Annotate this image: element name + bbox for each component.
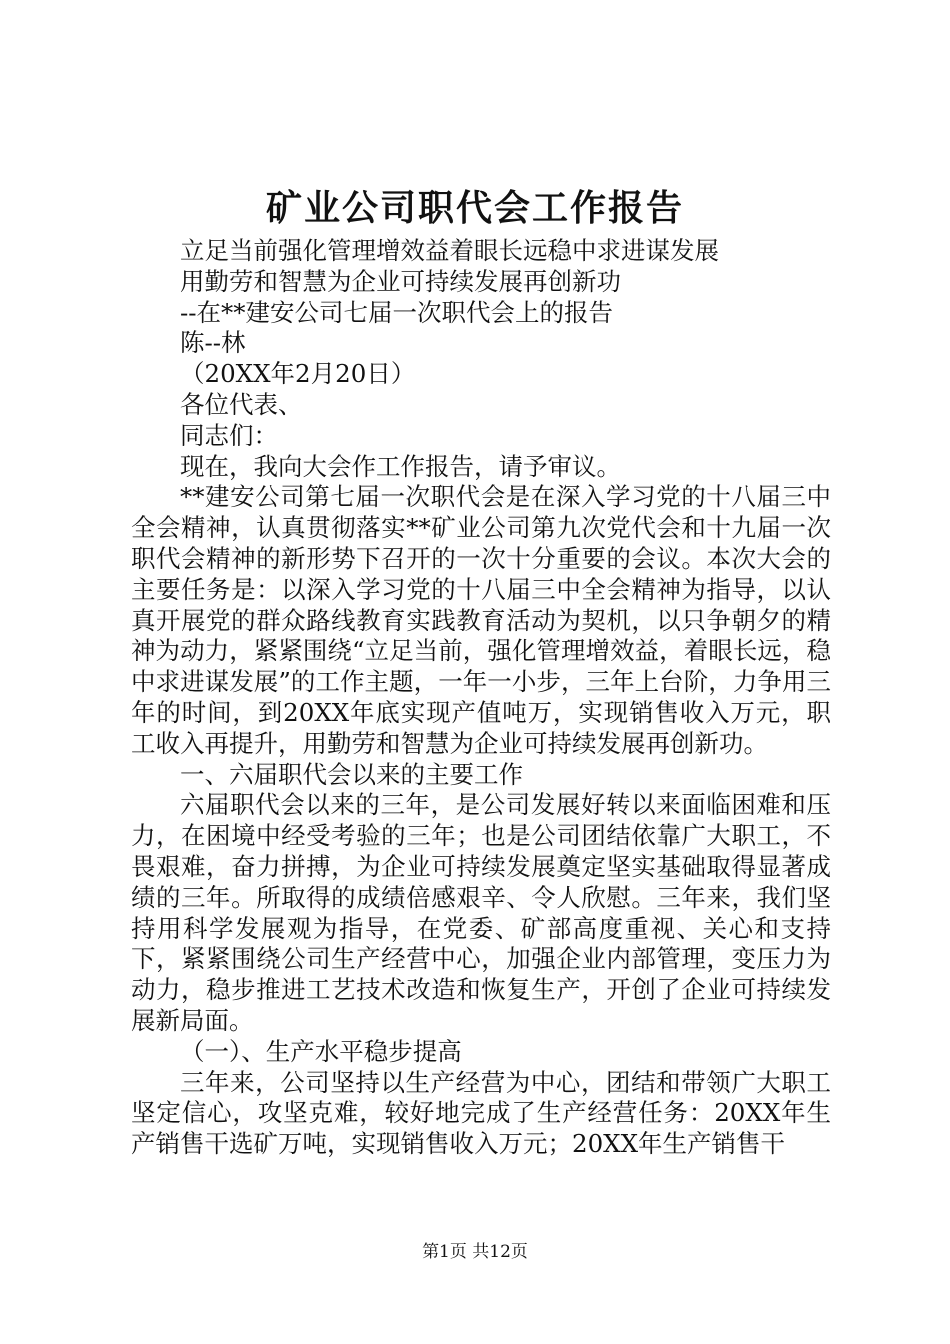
salutation-2: 同志们： — [180, 420, 278, 450]
document-title: 矿业公司职代会工作报告 — [265, 187, 684, 229]
paragraph-3: 三年来，公司坚持以生产经营为中心，团结和带领广大职工坚定信心，攻坚克难，较好地完成了生产经营任务：20XX年生产销售干选矿万吨，实现销售收入万元；20XX年生产销售干 — [131, 1067, 831, 1159]
intro-paragraph: 现在，我向大会作工作报告，请予审议。 — [180, 451, 621, 481]
subtitle-line-2: 用勤劳和智慧为企业可持续发展再创新功 — [180, 266, 621, 296]
page-footer: 第1页 共12页 — [422, 1242, 528, 1262]
subsection-heading-1: （一）、生产水平稳步提高 — [180, 1036, 462, 1066]
paragraph-1: **建安公司第七届一次职代会是在深入学习党的十八届三中全会精神，认真贯彻落实**矿业公司第九次党代会和十九届一次职代会精神的新形势下召开的一次十分重要的会议。本次大会的主要任务是：以深入学习党的十八届三中全会精神为指导，以认真开展党的群众路线教育实践教育活动为契机，以只争朝夕的精神为动力，紧紧围绕“立足当前，强化管理增效益，着眼长远，稳中求进谋发展”的工作主题，一年一小步，三年上台阶，力争用三年的时间，到20XX年底实现产值吨万，实现销售收入万元，职工收入再提升，用勤劳和智慧为企业可持续发展再创新功。 — [131, 482, 831, 758]
document-body — [131, 236, 831, 1160]
subtitle-line-3: --在**建安公司七届一次职代会上的报告 — [180, 297, 614, 327]
author: 陈--林 — [180, 328, 246, 358]
subtitle-line-1: 立足当前强化管理增效益着眼长远稳中求进谋发展 — [180, 236, 719, 265]
paragraph-2: 六届职代会以来的三年，是公司发展好转以来面临困难和压力，在困境中经受考验的三年；也是公司团结依靠广大职工，不畏艰难，奋力拼搏，为企业可持续发展奠定坚实基础取得显著成绩的三年。所取得的成绩倍感艰辛、令人欣慰。三年来，我们坚持用科学发展观为指导，在党委、矿部高度重视、关心和支持下，紧紧围绕公司生产经营中心，加强企业内部管理，变压力为动力，稳步推进工艺技术改造和恢复生产，开创了企业可持续发展新局面。 — [131, 790, 831, 1035]
report-date: （20XX年2月20日） — [180, 359, 416, 389]
salutation-1: 各位代表、 — [180, 389, 303, 419]
section-heading-1: 一、六届职代会以来的主要工作 — [180, 759, 523, 789]
